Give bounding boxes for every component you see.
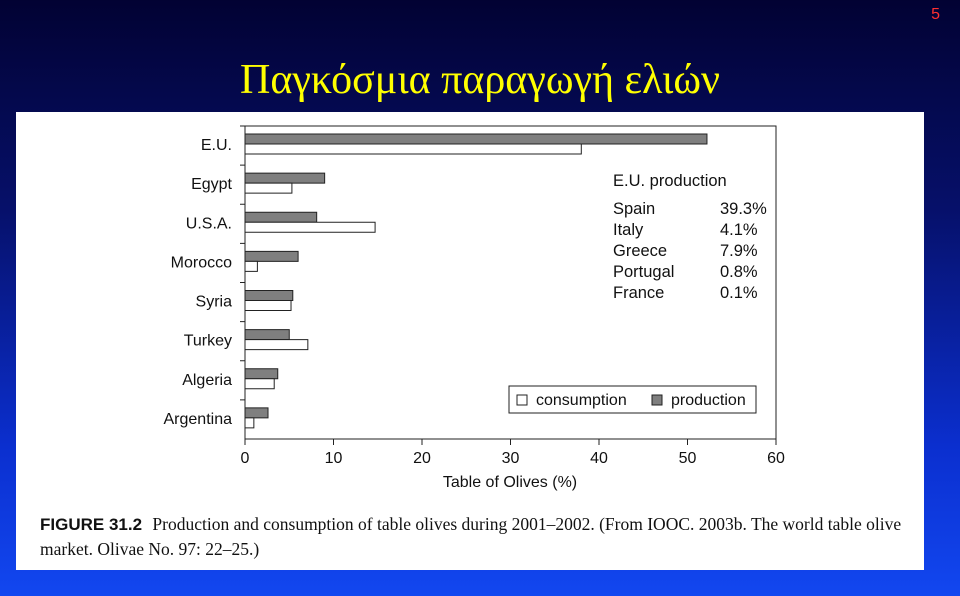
category-label-turkey: Turkey [183, 332, 232, 350]
legend-label-production: production [671, 392, 746, 409]
x-tick-label: 30 [501, 450, 520, 467]
bar-consumption-algeria [245, 379, 274, 389]
x-tick-label: 50 [678, 450, 697, 467]
bar-consumption-argentina [245, 418, 254, 428]
x-tick-label: 0 [240, 450, 250, 467]
annotation-rows [613, 200, 767, 302]
bar-production-turkey [245, 330, 289, 340]
x-tick-label: 20 [413, 450, 431, 467]
category-label-u-s-a: U.S.A. [185, 215, 232, 233]
category-label-e-u: E.U. [200, 137, 232, 154]
x-tick-label: 10 [324, 450, 343, 467]
slide-number: 5 [931, 6, 940, 23]
bar-consumption-u-s-a [245, 222, 375, 232]
x-axis [241, 439, 785, 467]
legend-label-consumption: consumption [536, 392, 627, 409]
annotation-share: 0.1% [720, 284, 758, 302]
bar-consumption-turkey [245, 340, 308, 350]
annotation-country: Greece [613, 242, 668, 260]
bar-production-argentina [245, 408, 268, 418]
category-label-argentina: Argentina [163, 410, 232, 428]
bar-consumption-egypt [245, 183, 292, 193]
category-label-algeria: Algeria [182, 371, 232, 389]
annotation-share: 7.9% [720, 242, 758, 260]
annotation-country: Spain [613, 200, 656, 218]
bar-production-u-s-a [245, 212, 317, 222]
x-tick-label: 40 [590, 450, 608, 467]
x-tick-label: 60 [767, 450, 785, 467]
annotation-title: E.U. production [613, 172, 727, 190]
bar-chart [16, 112, 924, 512]
legend-swatch-production [652, 395, 662, 405]
category-label-morocco: Morocco [170, 254, 232, 272]
legend-swatch-consumption [517, 395, 527, 405]
bar-consumption-syria [245, 301, 291, 311]
annotation-share: 0.8% [720, 263, 758, 281]
legend [509, 386, 756, 413]
category-labels [164, 126, 246, 428]
slide-title: Παγκόσμια παραγωγή ελιών [240, 57, 720, 103]
bar-consumption-e-u [245, 144, 581, 154]
annotation-country: Italy [613, 221, 644, 239]
bar-production-egypt [245, 173, 325, 183]
bar-consumption-morocco [245, 261, 257, 271]
figure-panel [16, 112, 924, 570]
bar-production-syria [245, 291, 293, 301]
bar-production-morocco [245, 251, 298, 261]
x-axis-label: Table of Olives (%) [442, 474, 578, 491]
bar-production-algeria [245, 369, 278, 379]
annotation-country: Portugal [613, 263, 675, 281]
figure-label: FIGURE 31.2 [40, 515, 143, 534]
bar-production-e-u [245, 134, 707, 144]
annotation-share: 4.1% [720, 221, 758, 239]
eu-production-annotation [613, 172, 767, 302]
figure-caption [40, 512, 914, 561]
category-label-syria: Syria [195, 293, 232, 311]
figure-caption-text: Production and consumption of table olives during 2001–2002. (From IOOC. 2003b. The world table olive market. Olivae No. 97: 22–25.) [40, 514, 902, 559]
annotation-country: France [613, 284, 665, 302]
category-label-egypt: Egypt [191, 176, 232, 194]
annotation-share: 39.3% [720, 200, 767, 218]
